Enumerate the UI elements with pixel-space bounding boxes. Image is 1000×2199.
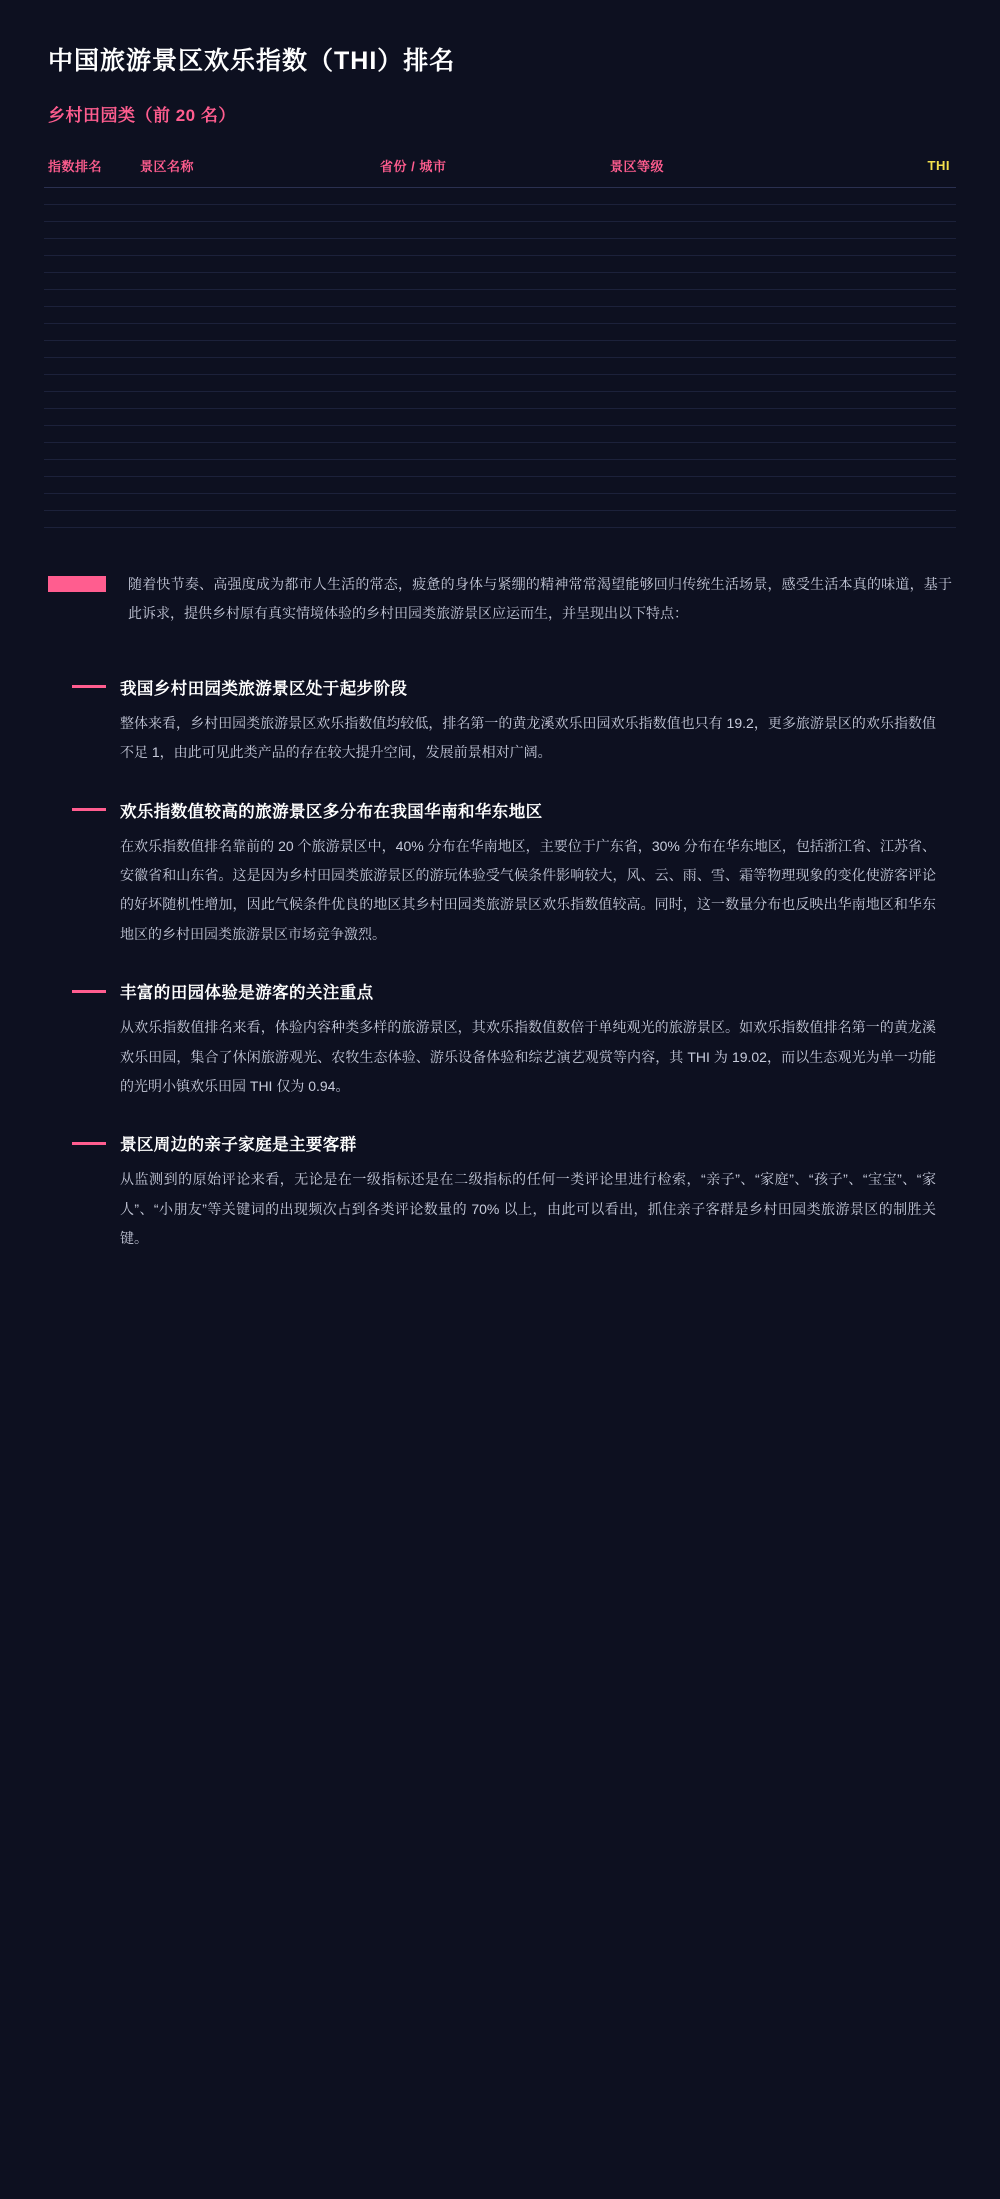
scenic-name-cell — [140, 273, 380, 290]
level-cell — [610, 307, 850, 324]
thi-cell — [850, 426, 956, 443]
level-cell — [610, 188, 850, 205]
section-dash-icon — [72, 1142, 106, 1145]
table-row — [44, 392, 956, 409]
thi-cell — [850, 307, 956, 324]
level-cell — [610, 239, 850, 256]
rank-cell — [44, 426, 140, 443]
table-row — [44, 188, 956, 205]
rank-cell — [44, 290, 140, 307]
level-cell — [610, 290, 850, 307]
location-cell — [380, 188, 610, 205]
scenic-name-cell — [140, 222, 380, 239]
level-cell — [610, 494, 850, 511]
location-cell — [380, 290, 610, 307]
rank-cell — [44, 307, 140, 324]
table-row — [44, 443, 956, 460]
table-row — [44, 239, 956, 256]
rank-cell — [44, 205, 140, 222]
scenic-name-cell — [140, 460, 380, 477]
table-row — [44, 358, 956, 375]
scenic-name-cell — [140, 256, 380, 273]
rank-cell — [44, 341, 140, 358]
location-cell — [380, 477, 610, 494]
level-cell — [610, 477, 850, 494]
section-title: 欢乐指数值较高的旅游景区多分布在我国华南和华东地区 — [120, 802, 543, 821]
intro-text: 随着快节奏、高强度成为都市人生活的常态，疲惫的身体与紧绷的精神常常渴望能够回归传统生活场景，感受生活本真的味道，基于此诉求，提供乡村原有真实情境体验的乡村田园类旅游景区应运而生，并呈现出以下特点： — [128, 576, 952, 622]
section-body: 整体来看，乡村田园类旅游景区欢乐指数值均较低，排名第一的黄龙溪欢乐田园欢乐指数值也只有 19.2，更多旅游景区的欢乐指数值不足 1，由此可见此类产品的存在较大提升空间，发展前景相对广阔。 — [120, 714, 936, 761]
table-row — [44, 426, 956, 443]
table-row — [44, 341, 956, 358]
table-row — [44, 375, 956, 392]
scenic-name-cell — [140, 494, 380, 511]
scenic-name-cell — [140, 477, 380, 494]
level-cell — [610, 443, 850, 460]
location-cell — [380, 205, 610, 222]
level-cell — [610, 409, 850, 426]
scenic-name-cell — [140, 426, 380, 443]
analysis-section — [72, 798, 940, 950]
table-row — [44, 290, 956, 307]
level-cell — [610, 341, 850, 358]
rank-cell — [44, 273, 140, 290]
rank-cell — [44, 460, 140, 477]
scenic-name-cell — [140, 358, 380, 375]
scenic-name-cell — [140, 375, 380, 392]
thi-cell — [850, 511, 956, 528]
column-header-thi: THI — [927, 158, 950, 173]
rank-cell — [44, 239, 140, 256]
table-row — [44, 222, 956, 239]
scenic-name-cell — [140, 239, 380, 256]
section-head — [72, 798, 940, 822]
table-body — [44, 188, 956, 528]
page-header — [0, 0, 1000, 126]
table-header — [44, 156, 956, 188]
scenic-name-cell — [140, 409, 380, 426]
scenic-name-cell — [140, 341, 380, 358]
level-cell — [610, 222, 850, 239]
scenic-name-cell — [140, 290, 380, 307]
location-cell — [380, 460, 610, 477]
ranking-table-wrap — [44, 156, 956, 528]
scenic-name-cell — [140, 511, 380, 528]
intro-accent-bar — [48, 576, 106, 592]
location-cell — [380, 324, 610, 341]
table-row — [44, 307, 956, 324]
table-row — [44, 273, 956, 290]
column-header-location: 省份 / 城市 — [380, 159, 447, 174]
section-title: 景区周边的亲子家庭是主要客群 — [120, 1136, 357, 1155]
scenic-name-cell — [140, 324, 380, 341]
thi-cell — [850, 375, 956, 392]
rank-cell — [44, 358, 140, 375]
thi-cell — [850, 324, 956, 341]
section-head — [72, 979, 940, 1003]
location-cell — [380, 307, 610, 324]
rank-cell — [44, 324, 140, 341]
rank-cell — [44, 511, 140, 528]
location-cell — [380, 494, 610, 511]
rank-cell — [44, 392, 140, 409]
section-dash-icon — [72, 808, 106, 811]
location-cell — [380, 273, 610, 290]
level-cell — [610, 324, 850, 341]
analysis-section — [72, 979, 940, 1101]
table-row — [44, 256, 956, 273]
section-head — [72, 675, 940, 699]
location-cell — [380, 443, 610, 460]
column-header-rank: 指数排名 — [48, 159, 103, 174]
analysis-section — [72, 675, 940, 768]
section-body: 从欢乐指数值排名来看，体验内容种类多样的旅游景区，其欢乐指数值数倍于单纯观光的旅游景区。如欢乐指数值排名第一的黄龙溪欢乐田园，集合了休闲旅游观光、农牧生态体验、游乐设备体验和综艺演艺观赏等内容，其 THI 为 19.02，而以生态观光为单一功能的光明小镇欢乐田园 THI 仅为 0.94。 — [120, 1019, 936, 1094]
page-title: 中国旅游景区欢乐指数（THI）排名 — [48, 47, 456, 75]
thi-cell — [850, 494, 956, 511]
location-cell — [380, 426, 610, 443]
table-header-row — [44, 156, 956, 188]
location-cell — [380, 256, 610, 273]
thi-cell — [850, 222, 956, 239]
location-cell — [380, 511, 610, 528]
thi-cell — [850, 358, 956, 375]
rank-cell — [44, 375, 140, 392]
table-row — [44, 477, 956, 494]
thi-cell — [850, 460, 956, 477]
rank-cell — [44, 222, 140, 239]
rank-cell — [44, 443, 140, 460]
thi-cell — [850, 205, 956, 222]
location-cell — [380, 375, 610, 392]
thi-cell — [850, 443, 956, 460]
level-cell — [610, 205, 850, 222]
location-cell — [380, 239, 610, 256]
location-cell — [380, 358, 610, 375]
table-row — [44, 460, 956, 477]
table-row — [44, 324, 956, 341]
level-cell — [610, 392, 850, 409]
thi-cell — [850, 239, 956, 256]
ranking-table — [44, 156, 956, 528]
rank-cell — [44, 409, 140, 426]
location-cell — [380, 222, 610, 239]
level-cell — [610, 273, 850, 290]
table-row — [44, 494, 956, 511]
analysis-sections — [72, 675, 940, 1254]
section-title: 我国乡村田园类旅游景区处于起步阶段 — [120, 679, 408, 698]
scenic-name-cell — [140, 443, 380, 460]
rank-cell — [44, 188, 140, 205]
section-dash-icon — [72, 990, 106, 993]
thi-cell — [850, 273, 956, 290]
section-body: 从监测到的原始评论来看，无论是在一级指标还是在二级指标的任何一类评论里进行检索，“亲子”、“家庭”、“孩子”、“宝宝”、“家人”、“小朋友”等关键词的出现频次占到各类评论数量的 70% 以上，由此可以看出，抓住亲子客群是乡村田园类旅游景区的制胜关键。 — [120, 1171, 936, 1247]
level-cell — [610, 358, 850, 375]
section-dash-icon — [72, 685, 106, 688]
section-body: 在欢乐指数值排名靠前的 20 个旅游景区中，40% 分布在华南地区，主要位于广东省，30% 分布在华东地区，包括浙江省、江苏省、安徽省和山东省。这是因为乡村田园类旅游景区的游玩体验受气候条件影响较大，风、云、雨、雪、霜等物理现象的变化使游客评论的好坏随机性增加，因此气候条件优良的地区其乡村田园类旅游景区欢乐指数值较高。同时，这一数量分布也反映出华南地区和华东地区的乡村田园类旅游景区市场竞争激烈。 — [120, 837, 936, 942]
scenic-name-cell — [140, 205, 380, 222]
location-cell — [380, 392, 610, 409]
location-cell — [380, 409, 610, 426]
scenic-name-cell — [140, 188, 380, 205]
intro-block — [48, 570, 952, 629]
scenic-name-cell — [140, 307, 380, 324]
table-row — [44, 205, 956, 222]
section-head — [72, 1131, 940, 1155]
thi-cell — [850, 341, 956, 358]
rank-cell — [44, 494, 140, 511]
thi-cell — [850, 477, 956, 494]
level-cell — [610, 511, 850, 528]
scenic-name-cell — [140, 392, 380, 409]
section-title: 丰富的田园体验是游客的关注重点 — [120, 984, 374, 1003]
table-row — [44, 511, 956, 528]
thi-cell — [850, 188, 956, 205]
thi-cell — [850, 290, 956, 307]
location-cell — [380, 341, 610, 358]
level-cell — [610, 426, 850, 443]
column-header-level: 景区等级 — [610, 159, 665, 174]
level-cell — [610, 375, 850, 392]
table-row — [44, 409, 956, 426]
rank-cell — [44, 477, 140, 494]
level-cell — [610, 256, 850, 273]
level-cell — [610, 460, 850, 477]
page-subtitle: 乡村田园类（前 20 名） — [48, 106, 236, 125]
rank-cell — [44, 256, 140, 273]
thi-cell — [850, 256, 956, 273]
analysis-section — [72, 1131, 940, 1253]
column-header-name: 景区名称 — [140, 159, 195, 174]
thi-cell — [850, 409, 956, 426]
thi-cell — [850, 392, 956, 409]
